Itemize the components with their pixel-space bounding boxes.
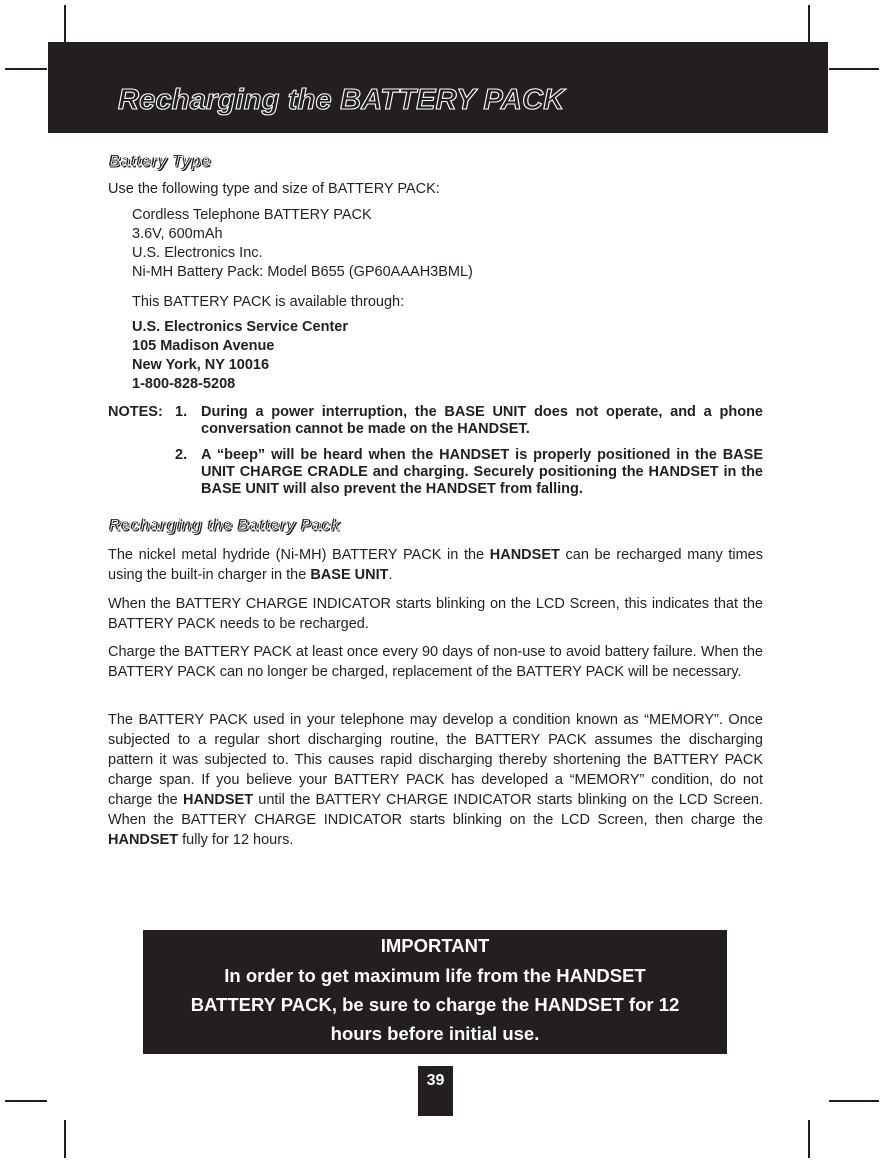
- crop-mark: [5, 68, 47, 70]
- page-number-box: [418, 1066, 453, 1116]
- base-unit-term: BASE UNIT: [310, 567, 389, 583]
- recharging-heading: Recharging the Battery Pack: [108, 515, 340, 534]
- spec-line: 3.6V, 600mAh: [132, 226, 223, 242]
- spec-line: U.S. Electronics Inc.: [132, 245, 263, 261]
- note-number: 2.: [175, 447, 188, 463]
- spec-line: Cordless Telephone BATTERY PACK: [132, 207, 372, 223]
- spec-line: Ni-MH Battery Pack: Model B655 (GP60AAAH3BML): [132, 264, 473, 280]
- important-line: hours before initial use.: [330, 1023, 540, 1044]
- notes-label: NOTES:: [108, 404, 163, 420]
- text-run: .: [388, 567, 393, 583]
- crop-mark: [64, 1120, 66, 1158]
- crop-mark: [829, 68, 879, 70]
- page-title: Recharging the BATTERY PACK: [118, 84, 565, 116]
- text-run: fully for 12 hours.: [178, 832, 294, 848]
- recharging-paragraph-3: Charge the BATTERY PACK at least once every 90 days of non-use to avoid battery failure. When the BATTERY PACK can no longer be charged, replacement of the BATTERY PACK will be necessary.: [108, 644, 763, 680]
- text-run: The BATTERY PACK used in your telephone may develop a condition known as “MEMORY”. Once subjected to a regular short discharging routine, the BATTERY PACK assumes the discharging pattern it was subjected to. This causes rapid discharging thereby shortening the BATTERY PACK charge span. If you believe your BATTERY PACK has developed a “MEMORY” condition, do not charge the: [108, 712, 763, 808]
- crop-mark: [829, 1100, 879, 1102]
- text-run: can be recharged many times using the built-in charger in the: [108, 547, 763, 583]
- important-title: IMPORTANT: [380, 935, 490, 956]
- recharging-paragraph-4: [108, 710, 763, 850]
- address-line: U.S. Electronics Service Center: [132, 319, 348, 335]
- page-number: 39: [426, 1072, 445, 1089]
- battery-type-heading: Battery Type: [108, 151, 211, 170]
- important-notice: [143, 930, 727, 1054]
- note-number: 1.: [175, 404, 188, 420]
- recharging-paragraph-1: [108, 545, 763, 585]
- important-line: BATTERY PACK, be sure to charge the HANDSET for 12: [190, 994, 680, 1015]
- note-text: During a power interruption, the BASE UNIT does not operate, and a phone conversation cannot be made on the HANDSET.: [201, 404, 763, 437]
- note-text: A “beep” will be heard when the HANDSET is properly positioned in the BASE UNIT CHARGE CRADLE and charging. Securely positioning the HANDSET in the BASE UNIT will also prevent the HANDSET from falling.: [201, 447, 763, 497]
- text-run: until the BATTERY CHARGE INDICATOR starts blinking on the LCD Screen. When the BATTERY CHARGE INDICATOR starts blinking on the LCD Screen, then charge the: [108, 792, 763, 828]
- recharging-paragraph-2: When the BATTERY CHARGE INDICATOR starts blinking on the LCD Screen, this indicates that the BATTERY PACK needs to be recharged.: [108, 596, 763, 632]
- handset-term: HANDSET: [108, 832, 179, 848]
- crop-mark: [5, 1100, 47, 1102]
- crop-mark: [808, 5, 810, 43]
- address-line: New York, NY 10016: [132, 357, 270, 373]
- crop-mark: [808, 1120, 810, 1158]
- availability-text: This BATTERY PACK is available through:: [132, 294, 405, 310]
- battery-type-intro: Use the following type and size of BATTERY PACK:: [108, 181, 440, 197]
- important-line: In order to get maximum life from the HANDSET: [224, 965, 646, 986]
- handset-term: HANDSET: [182, 792, 254, 808]
- text-run: The nickel metal hydride (Ni-MH) BATTERY PACK in the: [108, 547, 490, 563]
- handset-term: HANDSET: [489, 547, 560, 563]
- address-line: 105 Madison Avenue: [132, 338, 275, 354]
- address-line: 1-800-828-5208: [132, 376, 236, 392]
- crop-mark: [64, 5, 66, 43]
